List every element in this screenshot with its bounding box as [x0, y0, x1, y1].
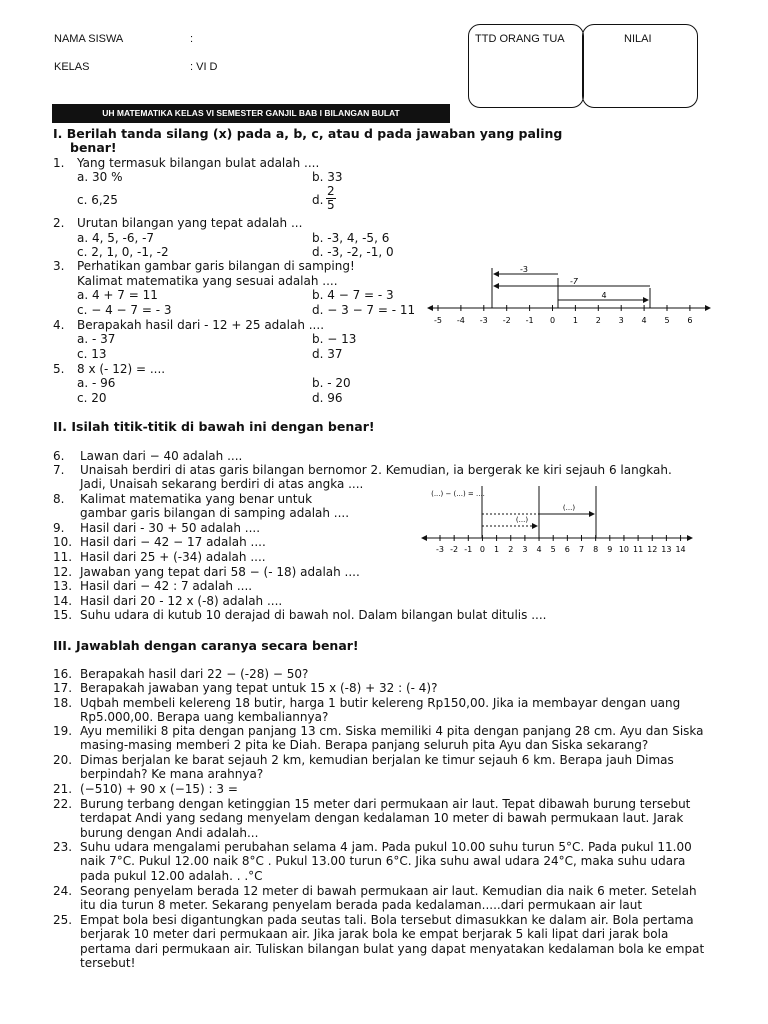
nl2-tick-label: -2: [450, 545, 459, 554]
nl2-label-right: (...): [562, 504, 576, 512]
q3-num: 3.: [53, 259, 65, 273]
q20-line: berpindah? Ke mana arahnya?: [80, 767, 264, 782]
q25-line: pertama dari permukaan air. Tuliskan bilangan bulat yang dapat menyatakan kedalaman bola ke empat: [80, 941, 705, 956]
q3-option-d: d. − 3 − 7 = - 11: [312, 303, 416, 317]
q9-num: 9.: [53, 521, 65, 535]
q4-option-a: a. - 37: [77, 332, 116, 346]
q24-line: Seorang penyelam berada 12 meter di bawah permukaan air laut. Kemudian dia naik 6 meter. Setelah: [80, 884, 697, 898]
nl2-tick-label: 4: [536, 545, 542, 554]
nl2-tick-label: 13: [661, 545, 672, 554]
q22-num: 22.: [53, 797, 73, 811]
q10-num: 10.: [53, 535, 73, 549]
q1-option-c: c. 6,25: [77, 193, 118, 207]
q22-line: terdapat Andi yang sedang menyelam dengan kedalaman 10 meter di bawah permukaan laut. Jarak: [80, 811, 684, 826]
fraction-denominator: 5: [327, 198, 335, 212]
q23-line: naik 7°C. Pukul 12.00 naik 8°C . Pukul 13.00 turun 6°C. Jika suhu awal udara 24°C, maka suhu udara: [80, 854, 686, 869]
nl2-tick-label: 3: [522, 545, 528, 554]
q16-line: Berapakah hasil dari 22 − (-28) − 50?: [80, 667, 309, 681]
q19-line: masing-masing memberi 2 pita ke Diah. Berapa panjang seluruh pita Ayu dan Siska sekarang?: [80, 738, 649, 753]
q1-option-d-fraction: [326, 185, 336, 212]
section1-title: I. Berilah tanda silang (x) pada a, b, c, atau d pada jawaban yang paling: [53, 126, 563, 141]
q17-line: Berapakah jawaban yang tepat untuk 15 x (-8) + 32 : (- 4)?: [80, 681, 438, 695]
q8-num: 8.: [53, 492, 65, 506]
q1-num: 1.: [53, 156, 65, 170]
q20-num: 20.: [53, 753, 73, 767]
q23-line: pada pukul 12.00 adalah. . .°C: [80, 868, 263, 883]
section3-title: III. Jawablah dengan caranya secara benar!: [53, 638, 359, 653]
q11-text: Hasil dari 25 + (-34) adalah ....: [80, 550, 266, 564]
nl2-tick-label: 0: [479, 545, 485, 554]
q2-num: 2.: [53, 216, 65, 230]
section2-title: II. Isilah titik-titik di bawah ini dengan benar!: [53, 419, 375, 434]
nl2-label-top: (...) − (...) = ....: [431, 490, 485, 498]
nl1-tick-label: 5: [664, 316, 670, 325]
exam-banner: UH MATEMATIKA KELAS VI SEMESTER GANJIL BAB I BILANGAN BULAT: [52, 104, 450, 123]
q3-option-c: c. − 4 − 7 = - 3: [77, 303, 172, 317]
nl1-tick-label: -1: [525, 316, 534, 325]
nilai-label: NILAI: [624, 33, 652, 45]
q15-num: 15.: [53, 608, 73, 622]
q21-num: 21.: [53, 782, 73, 796]
nl1-tick-label: 2: [595, 316, 601, 325]
q13-text: Hasil dari − 42 : 7 adalah ....: [80, 579, 253, 593]
q4-option-c: c. 13: [77, 347, 107, 361]
q5-option-d: d. 96: [312, 391, 343, 405]
nl2-tick-label: 8: [593, 545, 599, 554]
q5-option-b: b. - 20: [312, 376, 351, 390]
nl1-tick-label: 4: [641, 316, 647, 325]
q18-line: Rp5.000,00. Berapa uang kembaliannya?: [80, 710, 329, 725]
q19-line: Ayu memiliki 8 pita dengan panjang 13 cm. Siska memiliki 4 pita dengan panjang 28 cm. Ayu dan Siska: [80, 724, 704, 738]
q22-line: burung dengan Andi adalah...: [80, 825, 259, 840]
nl2-tick-label: 2: [508, 545, 514, 554]
nl1-tick-label: -4: [456, 316, 465, 325]
ttd-label: TTD ORANG TUA: [475, 33, 565, 45]
q20-line: Dimas berjalan ke barat sejauh 2 km, kemudian berjalan ke timur sejauh 6 km. Berapa jauh Dimas: [80, 753, 674, 767]
nl2-tick-label: 12: [647, 545, 658, 554]
q3-text2: Kalimat matematika yang sesuai adalah ....: [77, 274, 338, 288]
q4-num: 4.: [53, 318, 65, 332]
q5-option-c: c. 20: [77, 391, 107, 405]
q7-text2: Jadi, Unaisah sekarang berdiri di atas angka ....: [80, 477, 364, 491]
q5-option-a: a. - 96: [77, 376, 116, 390]
q12-text: Jawaban yang tepat dari 58 − (- 18) adalah ....: [80, 565, 360, 579]
q18-num: 18.: [53, 696, 73, 710]
q25-line: Empat bola besi digantungkan pada seutas tali. Bola tersebut dimasukkan ke dalam air. Bola pertama: [80, 913, 694, 927]
q6-num: 6.: [53, 449, 65, 463]
nl2-tick-label: -3: [436, 545, 444, 554]
nl2-tick-label: 10: [618, 545, 630, 554]
q2-option-a: a. 4, 5, -6, -7: [77, 231, 155, 245]
q23-line: Suhu udara mengalami perubahan selama 4 jam. Pada pukul 10.00 suhu turun 5°C. Pada pukul 11.00: [80, 840, 692, 854]
kelas-value: : VI D: [190, 61, 218, 73]
nl1-tick-label: 0: [549, 316, 556, 325]
q21-line: (−510) + 90 x (−15) : 3 =: [80, 782, 238, 796]
nl1-tick-label: -2: [502, 316, 511, 325]
q25-line: tersebut!: [80, 956, 136, 971]
q17-num: 17.: [53, 681, 73, 695]
nl2-tick-label: 6: [564, 545, 570, 554]
q13-num: 13.: [53, 579, 73, 593]
kelas-label: KELAS: [54, 61, 90, 73]
number-line-1: [424, 262, 714, 332]
q24-num: 24.: [53, 884, 73, 898]
nl2-tick-label: 11: [633, 545, 644, 554]
q4-option-b: b. − 13: [312, 332, 357, 346]
q3-option-b: b. 4 − 7 = - 3: [312, 288, 394, 302]
q4-option-d: d. 37: [312, 347, 343, 361]
q14-num: 14.: [53, 594, 73, 608]
q3-option-a: a. 4 + 7 = 11: [77, 288, 158, 302]
q6-text: Lawan dari − 40 adalah ....: [80, 449, 243, 463]
nl1-tick-label: 3: [618, 316, 624, 325]
q24-line: itu dia turun 8 meter. Sekarang penyelam berada pada kedalaman.....dari permukaan air laut: [80, 898, 643, 913]
nl1-tick-label: 6: [687, 316, 693, 325]
arrow-mid-label: -7: [570, 277, 578, 286]
nl2-tick-label: 7: [578, 545, 585, 554]
q2-text: Urutan bilangan yang tepat adalah ...: [77, 216, 303, 230]
q18-line: Uqbah membeli kelereng 18 butir, harga 1 butir kelereng Rp150,00. Jika ia membayar dengan uang: [80, 696, 681, 710]
q14-text: Hasil dari 20 - 12 x (-8) adalah ....: [80, 594, 283, 608]
nl2-tick-label: 5: [550, 545, 556, 554]
q2-option-c: c. 2, 1, 0, -1, -2: [77, 245, 169, 259]
q2-option-d: d. -3, -2, -1, 0: [312, 245, 394, 259]
q5-num: 5.: [53, 362, 65, 376]
q4-text: Berapakah hasil dari - 12 + 25 adalah ....: [77, 318, 325, 332]
q1-text: Yang termasuk bilangan bulat adalah ....: [77, 156, 320, 170]
section1-title-line2: benar!: [70, 140, 117, 155]
q11-num: 11.: [53, 550, 73, 564]
fraction-numerator: 2: [327, 184, 335, 198]
q2-option-b: b. -3, 4, -5, 6: [312, 231, 390, 245]
nl2-tick-label: 1: [494, 545, 500, 554]
q25-line: berjarak 10 meter dari permukaan air. Jika jarak bola ke empat berjarak 5 kali lipat dari jarak bola: [80, 927, 669, 942]
nl1-tick-label: -5: [434, 316, 442, 325]
q1-option-a: a. 30 %: [77, 170, 123, 184]
arrow-bottom-label: 4: [601, 291, 607, 300]
q23-num: 23.: [53, 840, 73, 854]
q8-text: Kalimat matematika yang benar untuk: [80, 492, 313, 506]
q25-num: 25.: [53, 913, 73, 927]
arrow-top-label: -3: [520, 265, 528, 274]
q5-text: 8 x (- 12) = ....: [77, 362, 166, 376]
nl2-tick-label: 14: [675, 545, 686, 554]
number-line-2: [418, 480, 698, 560]
q15-text: Suhu udara di kutub 10 derajad di bawah nol. Dalam bilangan bulat ditulis ....: [80, 608, 547, 622]
q8-text2: gambar garis bilangan di samping adalah ....: [80, 506, 350, 520]
q19-num: 19.: [53, 724, 73, 738]
nama-colon: :: [190, 33, 194, 45]
q10-text: Hasil dari − 42 − 17 adalah ....: [80, 535, 266, 549]
q1-option-d-prefix: d.: [312, 193, 324, 207]
nama-label: NAMA SISWA: [54, 33, 124, 45]
nl2-label-mid: (...): [515, 516, 529, 524]
q3-text: Perhatikan gambar garis bilangan di samping!: [77, 259, 355, 273]
q1-option-b: b. 33: [312, 170, 343, 184]
q7-num: 7.: [53, 463, 65, 477]
q16-num: 16.: [53, 667, 73, 681]
q22-line: Burung terbang dengan ketinggian 15 meter dari permukaan air laut. Tepat dibawah burung tersebut: [80, 797, 691, 811]
q7-text: Unaisah berdiri di atas garis bilangan bernomor 2. Kemudian, ia bergerak ke kiri sejauh 6 langkah.: [80, 463, 672, 477]
nl2-tick-label: -1: [464, 545, 473, 554]
q12-num: 12.: [53, 565, 73, 579]
nl1-tick-label: -3: [479, 316, 488, 325]
nl2-tick-label: 9: [607, 545, 613, 554]
q9-text: Hasil dari - 30 + 50 adalah ....: [80, 521, 261, 535]
nl1-tick-label: 1: [572, 316, 578, 325]
